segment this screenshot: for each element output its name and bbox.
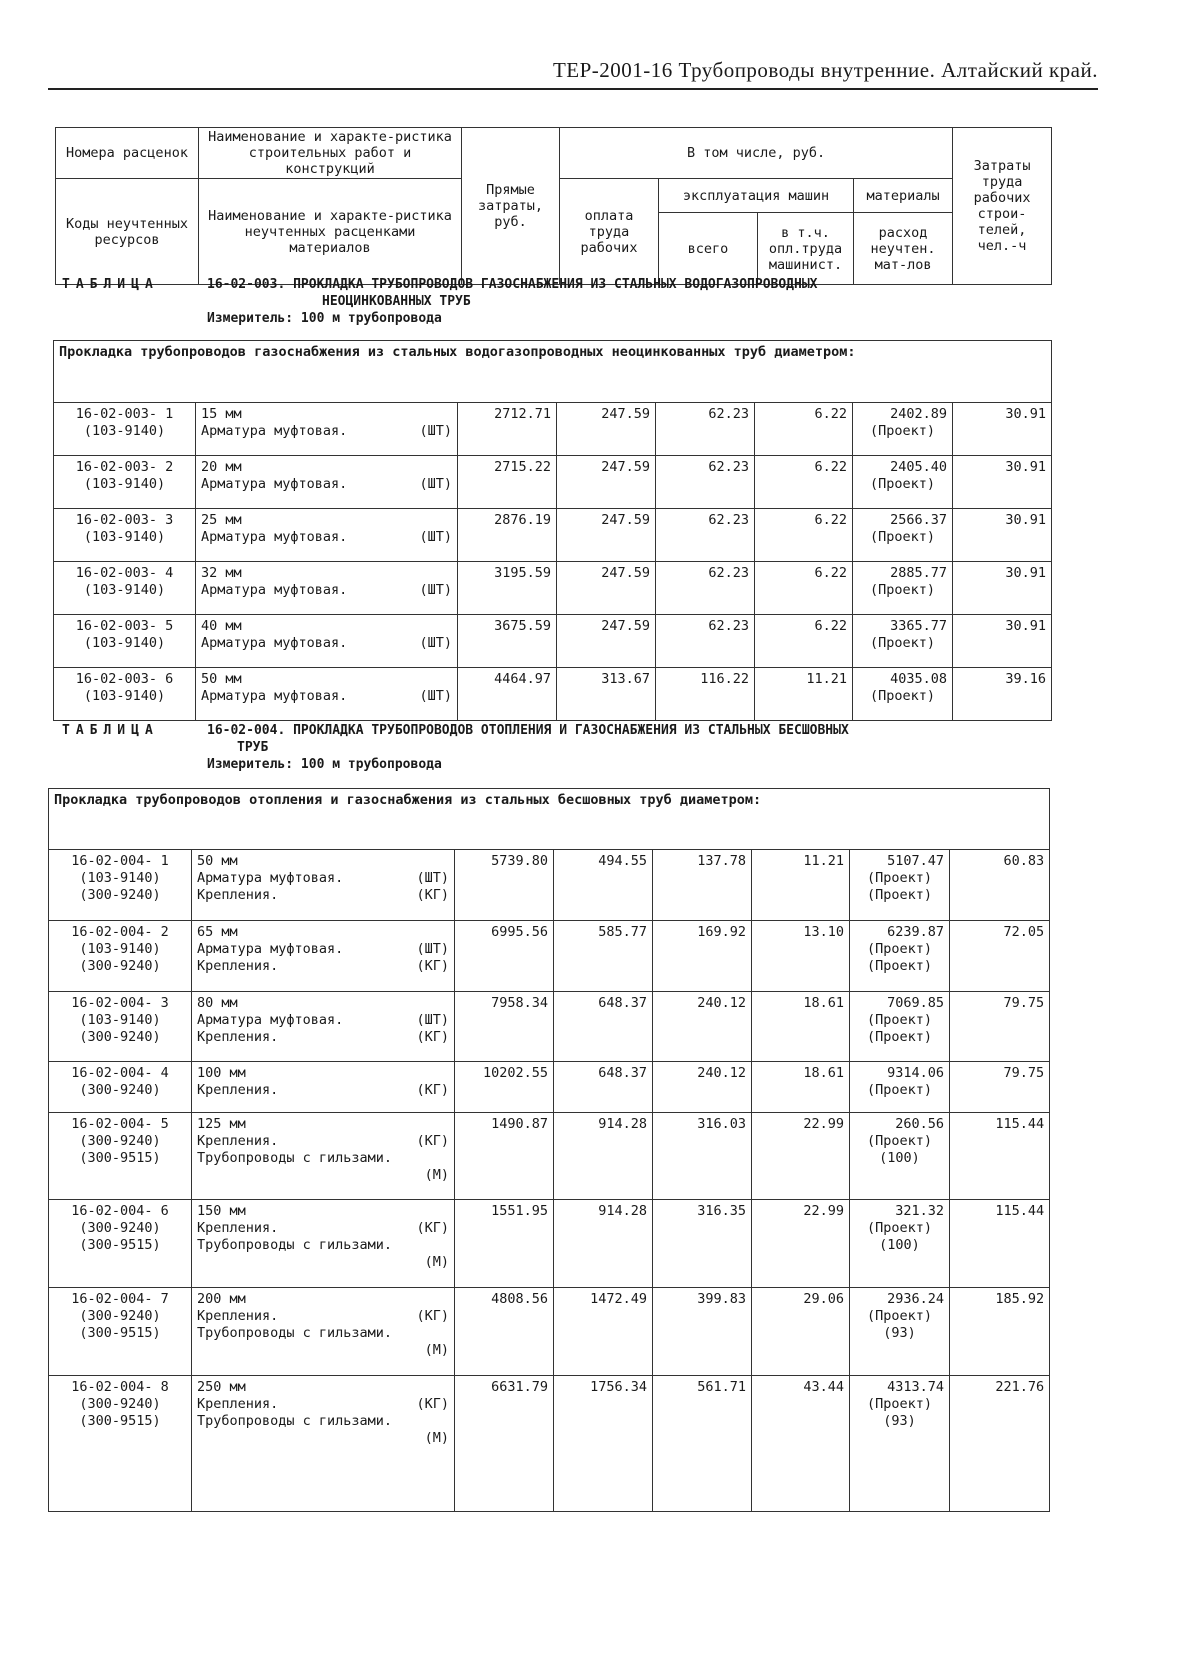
pipe-diameter: 200 мм — [197, 1291, 246, 1307]
materials-value: 7069.85 — [887, 995, 944, 1011]
material-unit: (КГ) — [416, 1220, 449, 1236]
materials-cell — [850, 850, 950, 921]
materials-cell — [853, 615, 953, 668]
material-unit: (ШТ) — [419, 423, 452, 439]
direct-costs: 4808.56 — [455, 1288, 554, 1376]
materials-cell — [853, 509, 953, 562]
material-unit: (ШТ) — [419, 476, 452, 492]
resource-code: (300-9515) — [79, 1413, 161, 1429]
driver-pay: 11.21 — [755, 668, 853, 721]
col-materials: материалы — [854, 179, 953, 213]
description-cell — [196, 403, 458, 456]
workers-pay: 247.59 — [557, 403, 656, 456]
materials-cell — [850, 1113, 950, 1200]
description-cell — [196, 562, 458, 615]
material-name: Арматура муфтовая. — [201, 529, 348, 545]
col-direct-costs: Прямые затраты, руб. — [462, 128, 560, 285]
material-line — [197, 941, 449, 958]
pipe-diameter: 150 мм — [197, 1203, 246, 1219]
description-cell — [192, 1376, 455, 1512]
description-cell — [192, 1113, 455, 1200]
materials-value: 321.32 — [895, 1203, 944, 1219]
material-line — [201, 635, 452, 652]
workers-pay: 648.37 — [554, 1062, 653, 1113]
resource-code: (300-9515) — [79, 1237, 161, 1253]
workers-pay: 1756.34 — [554, 1376, 653, 1512]
rate-code: 16-02-004- 6 — [71, 1203, 169, 1219]
table2-label: ТАБЛИЦА — [62, 723, 159, 738]
table-row — [49, 992, 1050, 1062]
table-row — [54, 456, 1052, 509]
material-name: Арматура муфтовая. — [197, 870, 344, 886]
driver-pay: 18.61 — [752, 1062, 850, 1113]
rate-code-cell — [54, 668, 196, 721]
description-cell — [196, 456, 458, 509]
material-name: Крепления. — [197, 1308, 279, 1324]
table-row — [49, 1113, 1050, 1200]
material-unit: (ШТ) — [419, 582, 452, 598]
materials-cell — [853, 668, 953, 721]
description-cell — [196, 509, 458, 562]
direct-costs: 1490.87 — [455, 1113, 554, 1200]
materials-value: 4035.08 — [890, 671, 947, 687]
labor-costs: 30.91 — [953, 456, 1052, 509]
resource-code: (103-9140) — [83, 423, 166, 439]
labor-costs: 185.92 — [950, 1288, 1050, 1376]
material-unit: (М) — [424, 1430, 449, 1446]
materials-value: 3365.77 — [890, 618, 947, 634]
material-line — [197, 958, 449, 975]
rate-code: 16-02-004- 3 — [71, 995, 169, 1011]
driver-pay: 6.22 — [755, 615, 853, 668]
materials-cell — [853, 456, 953, 509]
table-row — [49, 1376, 1050, 1512]
machines-total: 240.12 — [653, 1062, 752, 1113]
materials-value: 2885.77 — [890, 565, 947, 581]
direct-costs: 10202.55 — [455, 1062, 554, 1113]
resource-code: (300-9240) — [79, 1220, 161, 1236]
materials-note: (Проект) — [869, 529, 936, 545]
driver-pay: 18.61 — [752, 992, 850, 1062]
driver-pay: 43.44 — [752, 1376, 850, 1512]
rate-code: 16-02-003- 6 — [75, 671, 174, 687]
table-row — [54, 615, 1052, 668]
workers-pay: 494.55 — [554, 850, 653, 921]
rate-code-cell — [49, 1200, 192, 1288]
section-intro: Прокладка трубопроводов газоснабжения из стальных водогазопроводных неоцинкованных труб диаметром: — [54, 341, 1052, 403]
materials-note: (Проект) — [866, 958, 933, 974]
rate-code-cell — [49, 1376, 192, 1512]
col-name-works: Наименование и характе-ристика строительных работ и конструкций — [199, 128, 462, 179]
resource-code: (300-9240) — [79, 1396, 161, 1412]
driver-pay: 6.22 — [755, 456, 853, 509]
pipe-diameter: 20 мм — [201, 459, 242, 475]
pipe-diameter: 25 мм — [201, 512, 242, 528]
rate-code-cell — [54, 403, 196, 456]
workers-pay: 914.28 — [554, 1200, 653, 1288]
material-line — [201, 529, 452, 546]
material-line — [201, 688, 452, 705]
material-name: Крепления. — [197, 1029, 279, 1045]
direct-costs: 1551.95 — [455, 1200, 554, 1288]
workers-pay: 648.37 — [554, 992, 653, 1062]
description-cell — [196, 668, 458, 721]
materials-note: (Проект) — [869, 635, 936, 651]
resource-code: (300-9515) — [79, 1150, 161, 1166]
material-line — [197, 1082, 449, 1099]
machines-total: 561.71 — [653, 1376, 752, 1512]
materials-value: 2936.24 — [887, 1291, 944, 1307]
materials-value: 6239.87 — [887, 924, 944, 940]
rate-code-cell — [54, 456, 196, 509]
resource-code: (300-9515) — [79, 1325, 161, 1341]
driver-pay: 6.22 — [755, 403, 853, 456]
workers-pay: 1472.49 — [554, 1288, 653, 1376]
material-name: Трубопроводы с гильзами. — [197, 1325, 393, 1341]
materials-cell — [850, 1288, 950, 1376]
rate-code-cell — [49, 850, 192, 921]
driver-pay: 29.06 — [752, 1288, 850, 1376]
resource-code: (103-9140) — [83, 476, 166, 492]
workers-pay: 247.59 — [557, 509, 656, 562]
pipe-diameter: 125 мм — [197, 1116, 246, 1132]
direct-costs: 2712.71 — [458, 403, 557, 456]
pipe-diameter: 100 мм — [197, 1065, 246, 1081]
materials-note: (Проект) — [866, 1396, 933, 1412]
resource-code: (103-9140) — [79, 1012, 161, 1028]
table2-title: 16-02-004. ПРОКЛАДКА ТРУБОПРОВОДОВ ОТОПЛЕНИЯ И ГАЗОСНАБЖЕНИЯ ИЗ СТАЛЬНЫХ БЕСШОВНЫХ — [207, 723, 849, 738]
material-line — [197, 1220, 449, 1237]
pipe-diameter: 250 мм — [197, 1379, 246, 1395]
intro-row — [54, 341, 1052, 403]
rate-code-cell — [49, 992, 192, 1062]
material-unit: (КГ) — [416, 1133, 449, 1149]
rate-code: 16-02-004- 8 — [71, 1379, 169, 1395]
table2-measure: Измеритель: 100 м трубопровода — [207, 757, 442, 772]
material-unit: (ШТ) — [419, 635, 452, 651]
resource-code: (300-9240) — [79, 1082, 161, 1098]
materials-note: (Проект) — [866, 1220, 933, 1236]
direct-costs: 2715.22 — [458, 456, 557, 509]
col-total: всего — [659, 213, 758, 285]
machines-total: 240.12 — [653, 992, 752, 1062]
driver-pay: 6.22 — [755, 562, 853, 615]
rate-code-cell — [54, 562, 196, 615]
description-cell — [192, 1288, 455, 1376]
rate-code: 16-02-003- 3 — [75, 512, 174, 528]
material-unit: (КГ) — [416, 1029, 449, 1045]
materials-value: 260.56 — [895, 1116, 944, 1132]
material-name: Трубопроводы с гильзами. — [197, 1150, 393, 1166]
labor-costs: 30.91 — [953, 509, 1052, 562]
rate-code-cell — [49, 921, 192, 992]
rate-code-cell — [49, 1062, 192, 1113]
materials-note: (Проект) — [869, 582, 936, 598]
rate-code: 16-02-004- 5 — [71, 1116, 169, 1132]
pipe-diameter: 40 мм — [201, 618, 242, 634]
driver-pay: 6.22 — [755, 509, 853, 562]
direct-costs: 5739.80 — [455, 850, 554, 921]
machines-total: 62.23 — [656, 509, 755, 562]
materials-note: (Проект) — [866, 887, 933, 903]
material-name: Крепления. — [197, 958, 279, 974]
direct-costs: 7958.34 — [455, 992, 554, 1062]
materials-cell — [853, 562, 953, 615]
materials-note: (100) — [879, 1237, 920, 1253]
material-line — [197, 1012, 449, 1029]
pipe-diameter: 50 мм — [201, 671, 242, 687]
materials-note: (Проект) — [866, 1133, 933, 1149]
rate-code: 16-02-003- 5 — [75, 618, 174, 634]
material-name: Крепления. — [197, 1082, 279, 1098]
material-name: Крепления. — [197, 1220, 279, 1236]
description-cell — [192, 1062, 455, 1113]
material-name: Арматура муфтовая. — [197, 1012, 344, 1028]
col-resource-codes: Коды неучтенных ресурсов — [56, 179, 199, 285]
labor-costs: 79.75 — [950, 1062, 1050, 1113]
material-line — [201, 476, 452, 493]
material-name: Трубопроводы с гильзами. — [197, 1237, 393, 1253]
material-unit: (КГ) — [416, 887, 449, 903]
resource-code: (300-9240) — [79, 1029, 161, 1045]
material-name: Арматура муфтовая. — [201, 423, 348, 439]
workers-pay: 914.28 — [554, 1113, 653, 1200]
material-unit: (ШТ) — [419, 688, 452, 704]
pipe-diameter: 50 мм — [197, 853, 238, 869]
workers-pay: 247.59 — [557, 562, 656, 615]
resource-code: (103-9140) — [79, 941, 161, 957]
rate-code: 16-02-004- 7 — [71, 1291, 169, 1307]
material-name: Арматура муфтовая. — [201, 582, 348, 598]
materials-note: (Проект) — [869, 688, 936, 704]
table1-title: 16-02-003. ПРОКЛАДКА ТРУБОПРОВОДОВ ГАЗОСНАБЖЕНИЯ ИЗ СТАЛЬНЫХ ВОДОГАЗОПРОВОДНЫХ — [207, 277, 818, 292]
pipe-diameter: 80 мм — [197, 995, 238, 1011]
table-row — [49, 850, 1050, 921]
materials-note: (100) — [879, 1150, 920, 1166]
material-unit: (М) — [424, 1342, 449, 1358]
material-name: Крепления. — [197, 1133, 279, 1149]
materials-note: (Проект) — [866, 1029, 933, 1045]
material-line — [197, 1396, 449, 1413]
resource-code: (103-9140) — [83, 635, 166, 651]
materials-value: 5107.47 — [887, 853, 944, 869]
rate-code-cell — [54, 509, 196, 562]
rate-code: 16-02-003- 1 — [75, 406, 174, 422]
material-line — [197, 1029, 449, 1046]
material-name: Крепления. — [197, 1396, 279, 1412]
machines-total: 316.35 — [653, 1200, 752, 1288]
materials-value: 2402.89 — [890, 406, 947, 422]
table1 — [53, 340, 1052, 721]
materials-note: (Проект) — [866, 870, 933, 886]
workers-pay: 247.59 — [557, 456, 656, 509]
driver-pay: 22.99 — [752, 1113, 850, 1200]
resource-code: (103-9140) — [83, 529, 166, 545]
materials-value: 9314.06 — [887, 1065, 944, 1081]
materials-note: (93) — [883, 1413, 916, 1429]
material-line — [201, 423, 452, 440]
table-row — [54, 668, 1052, 721]
direct-costs: 6995.56 — [455, 921, 554, 992]
machines-total: 137.78 — [653, 850, 752, 921]
material-line — [197, 887, 449, 904]
column-header-table — [55, 127, 1052, 285]
labor-costs: 115.44 — [950, 1200, 1050, 1288]
materials-cell — [850, 992, 950, 1062]
table1-label: ТАБЛИЦА — [62, 277, 159, 292]
materials-value: 2566.37 — [890, 512, 947, 528]
materials-value: 4313.74 — [887, 1379, 944, 1395]
material-unit: (КГ) — [416, 1082, 449, 1098]
description-cell — [192, 1200, 455, 1288]
resource-code: (103-9140) — [79, 870, 161, 886]
resource-code: (300-9240) — [79, 958, 161, 974]
rate-code: 16-02-004- 4 — [71, 1065, 169, 1081]
direct-costs: 3675.59 — [458, 615, 557, 668]
material-unit: (КГ) — [416, 1308, 449, 1324]
materials-note: (Проект) — [866, 1082, 933, 1098]
material-unit: (ШТ) — [419, 529, 452, 545]
machines-total: 399.83 — [653, 1288, 752, 1376]
direct-costs: 6631.79 — [455, 1376, 554, 1512]
material-line — [197, 1308, 449, 1325]
direct-costs: 4464.97 — [458, 668, 557, 721]
materials-cell — [850, 1376, 950, 1512]
resource-code: (103-9140) — [83, 582, 166, 598]
material-unit: (КГ) — [416, 958, 449, 974]
materials-cell — [850, 921, 950, 992]
table-row — [54, 403, 1052, 456]
material-line — [197, 1133, 449, 1150]
material-name: Арматура муфтовая. — [201, 476, 348, 492]
table-row — [49, 1288, 1050, 1376]
material-unit: (М) — [424, 1254, 449, 1270]
col-workers-pay: оплата труда рабочих — [560, 179, 659, 285]
workers-pay: 313.67 — [557, 668, 656, 721]
labor-costs: 221.76 — [950, 1376, 1050, 1512]
resource-code: (300-9240) — [79, 887, 161, 903]
col-incl: В том числе, руб. — [560, 128, 953, 179]
driver-pay: 13.10 — [752, 921, 850, 992]
machines-total: 62.23 — [656, 562, 755, 615]
pipe-diameter: 32 мм — [201, 565, 242, 581]
material-unit: (ШТ) — [416, 941, 449, 957]
material-name: Арматура муфтовая. — [197, 941, 344, 957]
labor-costs: 72.05 — [950, 921, 1050, 992]
rate-code: 16-02-004- 1 — [71, 853, 169, 869]
materials-cell — [850, 1200, 950, 1288]
machines-total: 62.23 — [656, 615, 755, 668]
table1-title-cont: НЕОЦИНКОВАННЫХ ТРУБ — [322, 294, 471, 309]
rate-code: 16-02-004- 2 — [71, 924, 169, 940]
materials-cell — [850, 1062, 950, 1113]
table-row — [49, 1200, 1050, 1288]
rate-code: 16-02-003- 4 — [75, 565, 174, 581]
materials-cell — [853, 403, 953, 456]
material-line — [197, 870, 449, 887]
col-machines: эксплуатация машин — [659, 179, 854, 213]
resource-code: (300-9240) — [79, 1308, 161, 1324]
table2 — [48, 788, 1050, 1512]
labor-costs: 30.91 — [953, 403, 1052, 456]
labor-costs: 115.44 — [950, 1113, 1050, 1200]
labor-costs: 79.75 — [950, 992, 1050, 1062]
col-name-materials: Наименование и характе-ристика неучтенных расценками материалов — [199, 179, 462, 285]
machines-total: 316.03 — [653, 1113, 752, 1200]
materials-note: (Проект) — [869, 476, 936, 492]
rate-code: 16-02-003- 2 — [75, 459, 174, 475]
material-name: Трубопроводы с гильзами. — [197, 1413, 393, 1429]
col-incl-driver: в т.ч. опл.труда машинист. — [758, 213, 854, 285]
description-cell — [192, 921, 455, 992]
materials-note: (Проект) — [869, 423, 936, 439]
table-row — [54, 509, 1052, 562]
table-row — [49, 1062, 1050, 1113]
labor-costs: 30.91 — [953, 615, 1052, 668]
materials-note: (93) — [883, 1325, 916, 1341]
table2-title-cont: ТРУБ — [237, 740, 269, 755]
resource-code: (103-9140) — [83, 688, 166, 704]
machines-total: 116.22 — [656, 668, 755, 721]
materials-note: (Проект) — [866, 1012, 933, 1028]
direct-costs: 2876.19 — [458, 509, 557, 562]
machines-total: 62.23 — [656, 403, 755, 456]
description-cell — [196, 615, 458, 668]
machines-total: 169.92 — [653, 921, 752, 992]
materials-note: (Проект) — [866, 1308, 933, 1324]
labor-costs: 39.16 — [953, 668, 1052, 721]
rate-code-cell — [49, 1288, 192, 1376]
driver-pay: 22.99 — [752, 1200, 850, 1288]
table-row — [54, 562, 1052, 615]
material-unit: (М) — [424, 1167, 449, 1183]
material-line — [201, 582, 452, 599]
description-cell — [192, 992, 455, 1062]
direct-costs: 3195.59 — [458, 562, 557, 615]
rate-code-cell — [54, 615, 196, 668]
labor-costs: 30.91 — [953, 562, 1052, 615]
resource-code: (300-9240) — [79, 1133, 161, 1149]
labor-costs: 60.83 — [950, 850, 1050, 921]
header-rule — [48, 88, 1098, 90]
intro-row — [49, 789, 1050, 850]
materials-value: 2405.40 — [890, 459, 947, 475]
description-cell — [192, 850, 455, 921]
material-unit: (ШТ) — [416, 1012, 449, 1028]
page-header-title: ТЕР-2001-16 Трубопроводы внутренние. Алтайский край. — [552, 58, 1098, 82]
workers-pay: 247.59 — [557, 615, 656, 668]
table-row — [49, 921, 1050, 992]
col-labor: Затраты труда рабочих строи-телей, чел.-ч — [953, 128, 1052, 285]
materials-note: (Проект) — [866, 941, 933, 957]
rate-code-cell — [49, 1113, 192, 1200]
material-name: Арматура муфтовая. — [201, 688, 348, 704]
machines-total: 62.23 — [656, 456, 755, 509]
section-intro: Прокладка трубопроводов отопления и газоснабжения из стальных бесшовных труб диаметром: — [49, 789, 1050, 850]
material-unit: (ШТ) — [416, 870, 449, 886]
col-rates-no: Номера расценок — [56, 128, 199, 179]
table1-measure: Измеритель: 100 м трубопровода — [207, 311, 442, 326]
material-name: Крепления. — [197, 887, 279, 903]
pipe-diameter: 65 мм — [197, 924, 238, 940]
pipe-diameter: 15 мм — [201, 406, 242, 422]
material-unit: (КГ) — [416, 1396, 449, 1412]
material-name: Арматура муфтовая. — [201, 635, 348, 651]
driver-pay: 11.21 — [752, 850, 850, 921]
col-unaccounted: расход неучтен. мат-лов — [854, 213, 953, 285]
workers-pay: 585.77 — [554, 921, 653, 992]
